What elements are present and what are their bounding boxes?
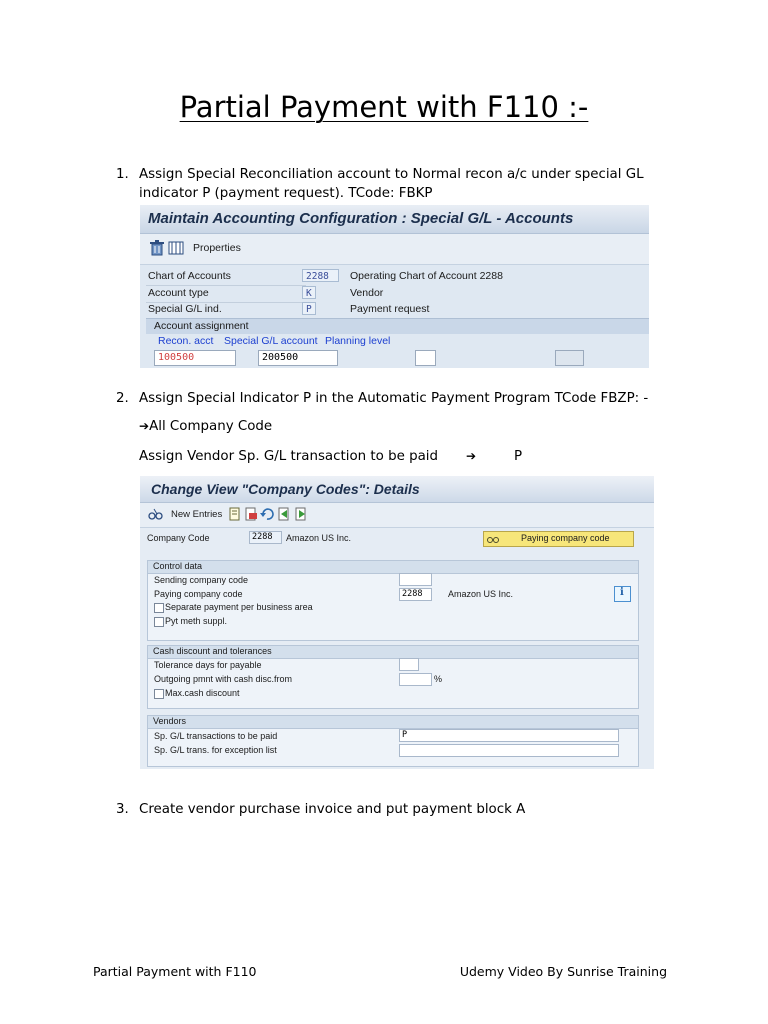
column-planning-level[interactable]: Planning level [325, 335, 391, 347]
special-gl-ind-desc: Payment request [350, 303, 430, 315]
step-text: Create vendor purchase invoice and put payment block A [139, 802, 526, 817]
glasses-icon [486, 533, 500, 545]
group-title: Vendors [153, 716, 187, 726]
chart-of-accounts-desc: Operating Chart of Account 2288 [350, 270, 503, 282]
account-type-desc: Vendor [350, 287, 384, 299]
planning-level-input[interactable] [415, 350, 436, 366]
sgl-transactions-paid-label: Sp. G/L transactions to be paid [154, 731, 278, 741]
vendor-sgl-value: P [514, 449, 523, 464]
column-special-gl-account[interactable]: Special G/L account [224, 335, 318, 347]
account-assignment-section [146, 318, 649, 334]
section-title: Account assignment [154, 320, 249, 332]
separate-payment-checkbox[interactable] [154, 603, 164, 613]
paying-company-code-label: Paying company code [154, 589, 243, 599]
delete-icon[interactable] [244, 507, 258, 521]
step-number: 3. [116, 802, 129, 817]
paying-company-code-field[interactable]: 2288 [399, 588, 432, 601]
all-company-code-text: All Company Code [149, 419, 273, 434]
special-gl-ind-label: Special G/L ind. [148, 303, 222, 315]
arrow-icon: ➔ [139, 419, 150, 433]
max-cash-discount-label: Max.cash discount [165, 688, 240, 698]
next-entry-icon[interactable] [294, 507, 308, 521]
copy-icon[interactable] [228, 507, 242, 521]
chart-of-accounts-field[interactable]: 2288 [302, 269, 339, 282]
screen-title: Change View "Company Codes": Details [151, 481, 420, 497]
recon-account-input[interactable]: 100500 [154, 350, 236, 366]
pyt-meth-suppl-checkbox[interactable] [154, 617, 164, 627]
sgl-exception-list-field[interactable] [399, 744, 619, 757]
table-settings-icon[interactable] [168, 240, 184, 256]
company-code-field[interactable]: 2288 [249, 531, 282, 544]
divider [146, 285, 306, 286]
outgoing-pmnt-field[interactable] [399, 673, 432, 686]
new-entries-button[interactable]: New Entries [171, 509, 223, 520]
step-text: Assign Special Indicator P in the Automatic Payment Program TCode FBZP: - [139, 391, 649, 406]
screen-header [140, 476, 654, 503]
sap-special-gl-accounts-screenshot [140, 205, 649, 368]
trash-icon[interactable] [149, 240, 165, 256]
special-gl-ind-field[interactable]: P [302, 302, 316, 315]
group-header [148, 716, 638, 729]
page-title [0, 88, 768, 126]
extra-field[interactable] [555, 350, 584, 366]
step-text: Assign Special Reconciliation account to Normal recon a/c under special GL indicator P (payment request). TCode: FBKP [139, 167, 644, 201]
group-title: Cash discount and tolerances [153, 646, 272, 656]
max-cash-discount-checkbox[interactable] [154, 689, 164, 699]
previous-entry-icon[interactable] [277, 507, 291, 521]
account-type-label: Account type [148, 287, 209, 299]
group-title: Control data [153, 561, 203, 571]
page-title-text: Partial Payment with F110 :- [179, 90, 589, 124]
sgl-transactions-paid-field[interactable]: P [399, 729, 619, 742]
tolerance-days-label: Tolerance days for payable [154, 660, 262, 670]
sending-company-code-label: Sending company code [154, 575, 249, 585]
step-number: 2. [116, 391, 129, 406]
tolerance-days-field[interactable] [399, 658, 419, 671]
company-code-label: Company Code [147, 533, 210, 543]
step-number: 1. [116, 167, 129, 182]
sgl-exception-list-label: Sp. G/L trans. for exception list [154, 745, 277, 755]
company-name: Amazon US Inc. [286, 533, 352, 543]
all-company-code-line [139, 417, 272, 436]
properties-button[interactable]: Properties [193, 242, 241, 254]
sap-company-codes-screenshot [140, 476, 654, 769]
group-header [148, 646, 638, 659]
account-type-field[interactable]: K [302, 286, 316, 299]
paying-company-code-label: Paying company code [521, 533, 610, 543]
footer-left: Partial Payment with F110 [93, 964, 257, 979]
glasses-icon[interactable] [148, 507, 164, 521]
column-recon-acct[interactable]: Recon. acct [158, 335, 214, 347]
vendor-sgl-line-text: Assign Vendor Sp. G/L transaction to be paid [139, 449, 439, 464]
info-icon[interactable]: i [614, 586, 631, 602]
screen-header [140, 205, 649, 234]
chart-of-accounts-label: Chart of Accounts [148, 270, 231, 282]
footer-right: Udemy Video By Sunrise Training [459, 964, 667, 979]
paying-company-name: Amazon US Inc. [448, 589, 514, 599]
sending-company-code-field[interactable] [399, 573, 432, 586]
vendors-group [147, 715, 639, 767]
group-header [148, 561, 638, 574]
undo-icon[interactable] [260, 507, 274, 521]
paying-company-code-button[interactable] [483, 531, 634, 547]
cash-discount-group [147, 645, 639, 709]
pyt-meth-suppl-label: Pyt meth suppl. [165, 616, 228, 626]
toolbar [140, 503, 654, 528]
toolbar [140, 234, 649, 265]
percent-label: % [434, 674, 443, 684]
control-data-group [147, 560, 639, 641]
special-gl-account-input[interactable]: 200500 [258, 350, 338, 366]
outgoing-pmnt-label: Outgoing pmnt with cash disc.from [154, 674, 293, 684]
separate-payment-label: Separate payment per business area [165, 602, 313, 612]
screen-title: Maintain Accounting Configuration : Special G/L - Accounts [148, 210, 574, 227]
arrow-icon: ➔ [466, 449, 477, 463]
